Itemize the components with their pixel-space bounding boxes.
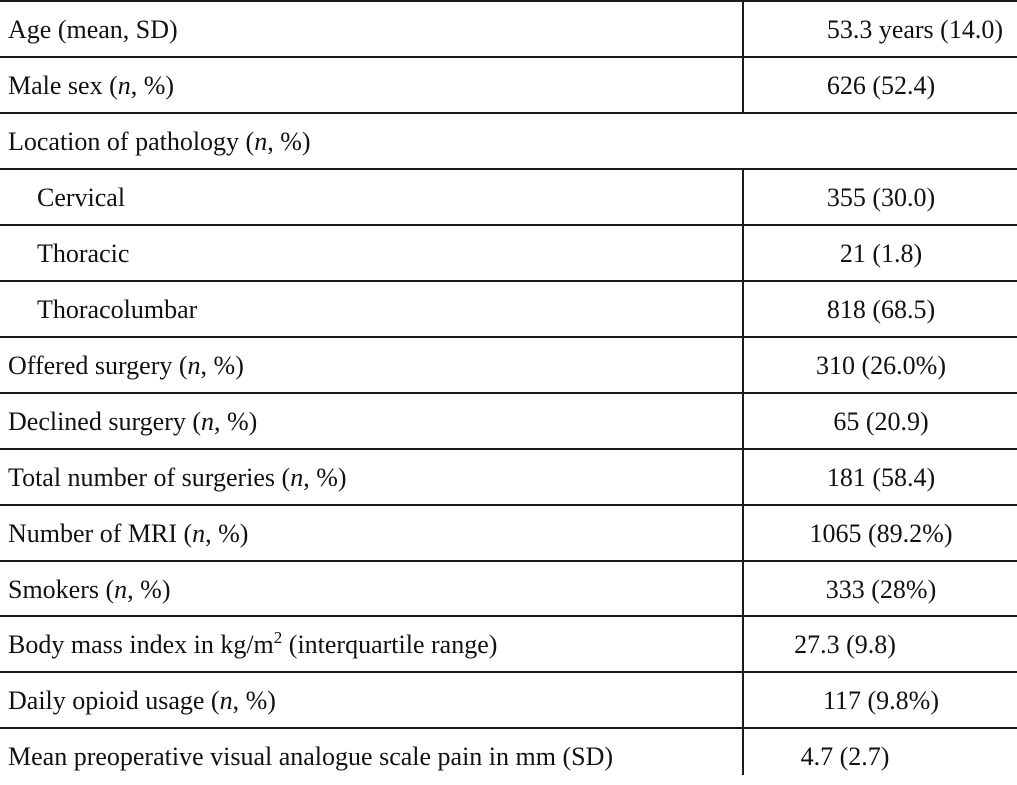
row-label: Body mass index in $kg/m^2$ (interquartile range) [8,628,498,659]
row-label: Age (mean, SD) [8,15,178,44]
table-row [0,392,1017,448]
row-value: 310 (26.0%) [816,351,946,380]
row-value [745,114,1017,168]
row-value: 1065 (89.2%) [809,519,953,548]
row-value: 53.3 years (14.0) [826,15,1003,44]
row-label: Male sex (n, %) [8,71,175,100]
row-value: 626 (52.4) [826,71,936,100]
table-row [0,168,1017,224]
table-row [0,504,1017,560]
row-value: 117 (9.8%) [822,686,939,715]
table-row [0,560,1017,616]
table-row [0,671,1017,727]
row-label: Thoracolumbar [37,295,198,324]
row-label: Number of MRI (n, %) [8,519,249,548]
table-row [0,727,1017,775]
table-row [0,615,1017,671]
table-row [0,448,1017,504]
row-value: 333 (28%) [825,575,937,604]
table-row [0,224,1017,280]
row-label: Total number of surgeries (n, %) [8,463,347,492]
row-value: 21 (1.8) [839,239,923,268]
table-row [0,280,1017,336]
table-row [0,0,1017,56]
row-label: Daily opioid usage (n, %) [8,686,276,715]
row-value: 27.3 (9.8) [794,630,896,659]
row-label: Declined surgery (n, %) [8,407,258,436]
row-label: Cervical [37,183,126,212]
row-label: Thoracic [37,239,130,268]
row-value: 818 (68.5) [826,295,936,324]
row-value: 65 (20.9) [833,407,929,436]
row-value: 181 (58.4) [826,463,936,492]
row-label: Offered surgery (n, %) [8,351,244,380]
row-label: Smokers (n, %) [8,575,171,604]
row-label: Location of pathology (n, %) [8,127,311,156]
table-row [0,336,1017,392]
row-label: Mean preoperative visual analogue scale pain in mm (SD) [8,742,614,771]
row-value: 355 (30.0) [826,183,936,212]
table-row [0,112,1017,168]
row-value: 4.7 (2.7) [800,742,890,771]
table-row [0,56,1017,112]
